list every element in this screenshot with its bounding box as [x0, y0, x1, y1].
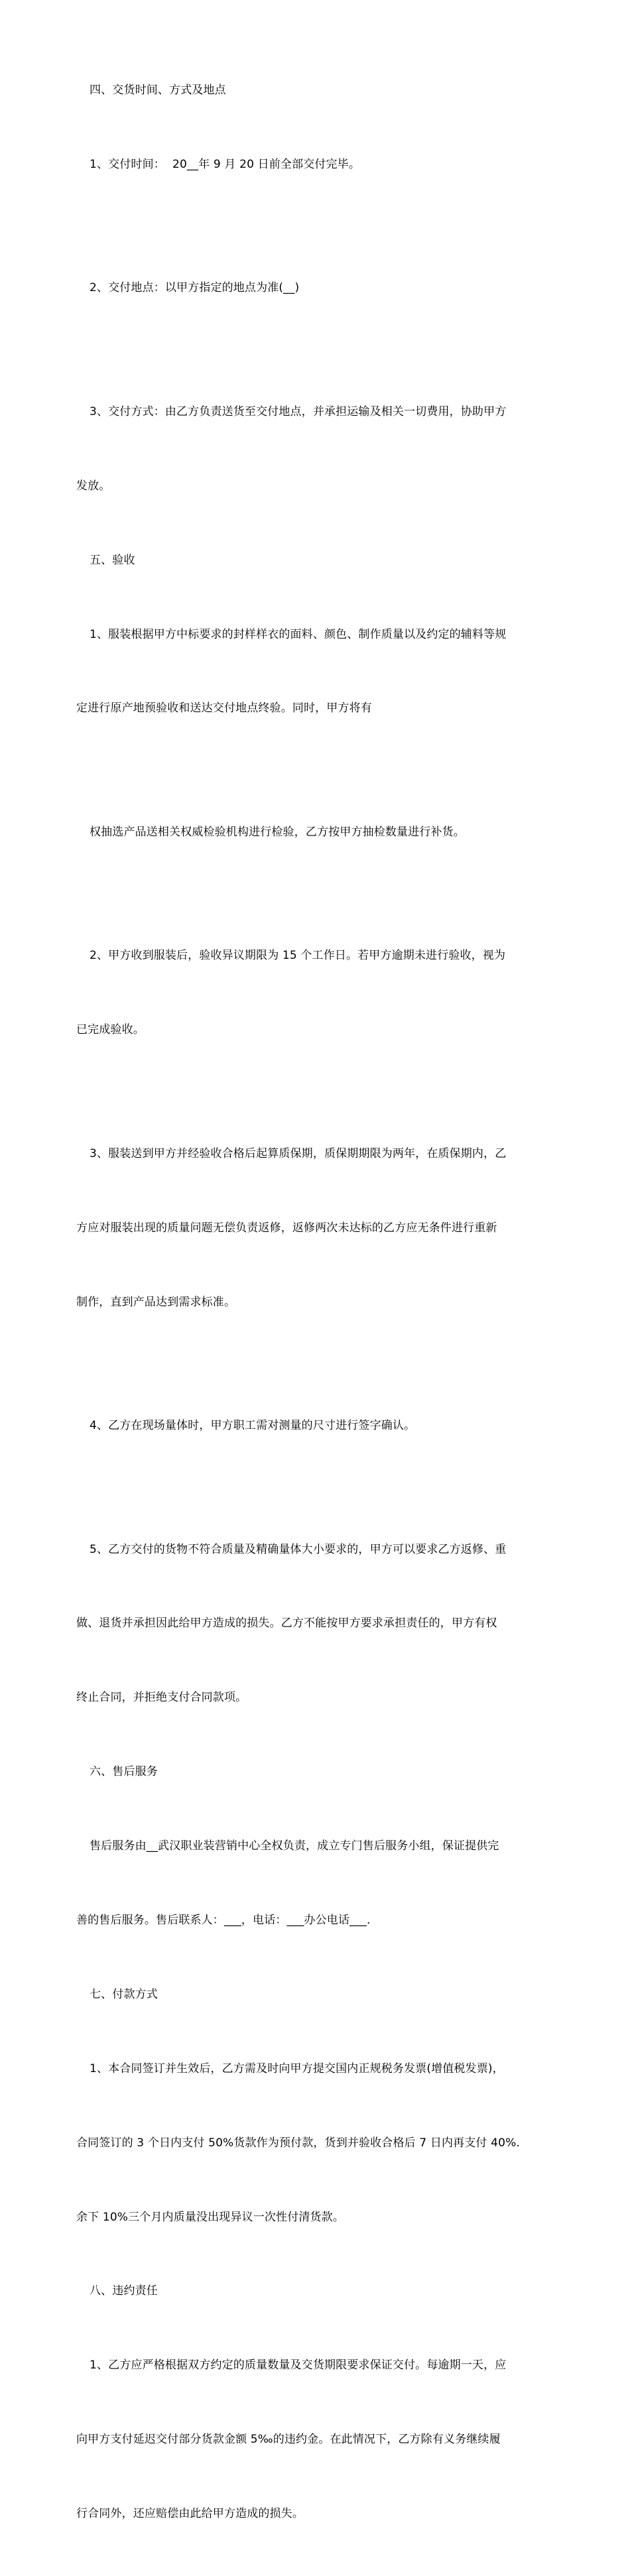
paragraph-line: 合同签订的 3 个日内支付 50%货款作为预付款，货到并验收合格后 7 日内再支付 40%.: [76, 2136, 520, 2150]
paragraph-line: 方应对服装出现的质量问题无偿负责返修，返修两次未达标的乙方应无条件进行重新: [76, 1221, 497, 1235]
contract-page: [76, 78, 555, 2576]
paragraph: [76, 1784, 555, 1982]
paragraph-line: 3、交付方式：由乙方负责送货至交付地点，并承担运输及相关一切费用，协助甲方: [90, 404, 507, 418]
section-heading-after-sales: 六、售后服务: [90, 1765, 158, 1779]
paragraph-line: 做、退货并承担因此给甲方造成的损失。乙方不能按甲方要求承担责任的，甲方有权: [76, 1617, 497, 1630]
paragraph: [76, 2007, 555, 2279]
paragraph: [76, 894, 555, 1092]
section-heading-payment: 七、付款方式: [90, 1987, 158, 2001]
paragraph: [76, 2304, 555, 2576]
paragraph-line: 权抽选产品送相关权威检验机构进行检验，乙方按甲方抽检数量进行补货。: [90, 825, 465, 839]
paragraph-line: 2、甲方收到服装后，验收异议期限为 15 个工作日。若甲方逾期未进行验收，视为: [90, 949, 506, 963]
paragraph-line: 终止合同，并拒绝支付合同款项。: [76, 1691, 247, 1705]
paragraph-line: 5、乙方交付的货物不符合质量及精确量体大小要求的，甲方可以要求乙方返修、重: [90, 1542, 507, 1556]
paragraph: [76, 1364, 555, 1487]
paragraph: [76, 103, 555, 226]
paragraph-line: 定进行原产地预验收和送达交付地点终验。同时，甲方将有: [76, 702, 372, 715]
paragraph-line: 4、乙方在现场量体时，甲方职工需对测量的尺寸进行签字确认。: [90, 1419, 416, 1433]
section-heading-liability: 八、违约责任: [90, 2284, 158, 2298]
paragraph: [76, 1488, 555, 1760]
paragraph-line: 已完成验收。: [76, 1023, 145, 1037]
paragraph: [76, 573, 555, 770]
paragraph: [76, 227, 555, 350]
section-heading-acceptance: 五、验收: [90, 553, 135, 567]
paragraph-line: 1、本合同签订并生效后，乙方需及时向甲方提交国内正规税务发票(增值税发票)，: [90, 2061, 504, 2075]
paragraph-line: 3、服装送到甲方并经验收合格后起算质保期，质保期期限为两年，在质保期内，乙: [90, 1146, 507, 1160]
paragraph-line: 发放。: [76, 479, 111, 493]
paragraph-line: 1、乙方应严格根据双方约定的质量数量及交货期限要求保证交付。每逾期一天，应: [90, 2359, 507, 2372]
paragraph-line: 向甲方支付延迟交付部分货款金额 5‰的违约金。在此情况下，乙方除有义务继续履: [76, 2433, 501, 2447]
paragraph-line: 1、交付时间： 20__年 9 月 20 日前全部交付完毕。: [90, 157, 360, 171]
paragraph-line: 制作，直到产品达到需求标准。: [76, 1295, 236, 1309]
paragraph: [76, 1092, 555, 1364]
paragraph-line: 2、交付地点：以甲方指定的地点为准(__): [90, 281, 300, 295]
paragraph-line: 行合同外，还应赔偿由此给甲方造成的损失。: [76, 2507, 304, 2521]
paragraph: [76, 770, 555, 894]
section-heading-delivery: 四、交货时间、方式及地点: [90, 84, 226, 97]
paragraph: [76, 350, 555, 548]
paragraph-line: 余下 10%三个月内质量没出现异议一次性付清货款。: [76, 2210, 344, 2224]
paragraph-line: 售后服务由__武汉职业装营销中心全权负责，成立专门售后服务小组，保证提供完: [90, 1839, 499, 1853]
paragraph-line: 1、服装根据甲方中标要求的封样样衣的面料、颜色、制作质量以及约定的辅料等规: [90, 627, 507, 641]
paragraph-line: 善的售后服务。售后联系人：___，电话：___办公电话___.: [76, 1913, 371, 1927]
